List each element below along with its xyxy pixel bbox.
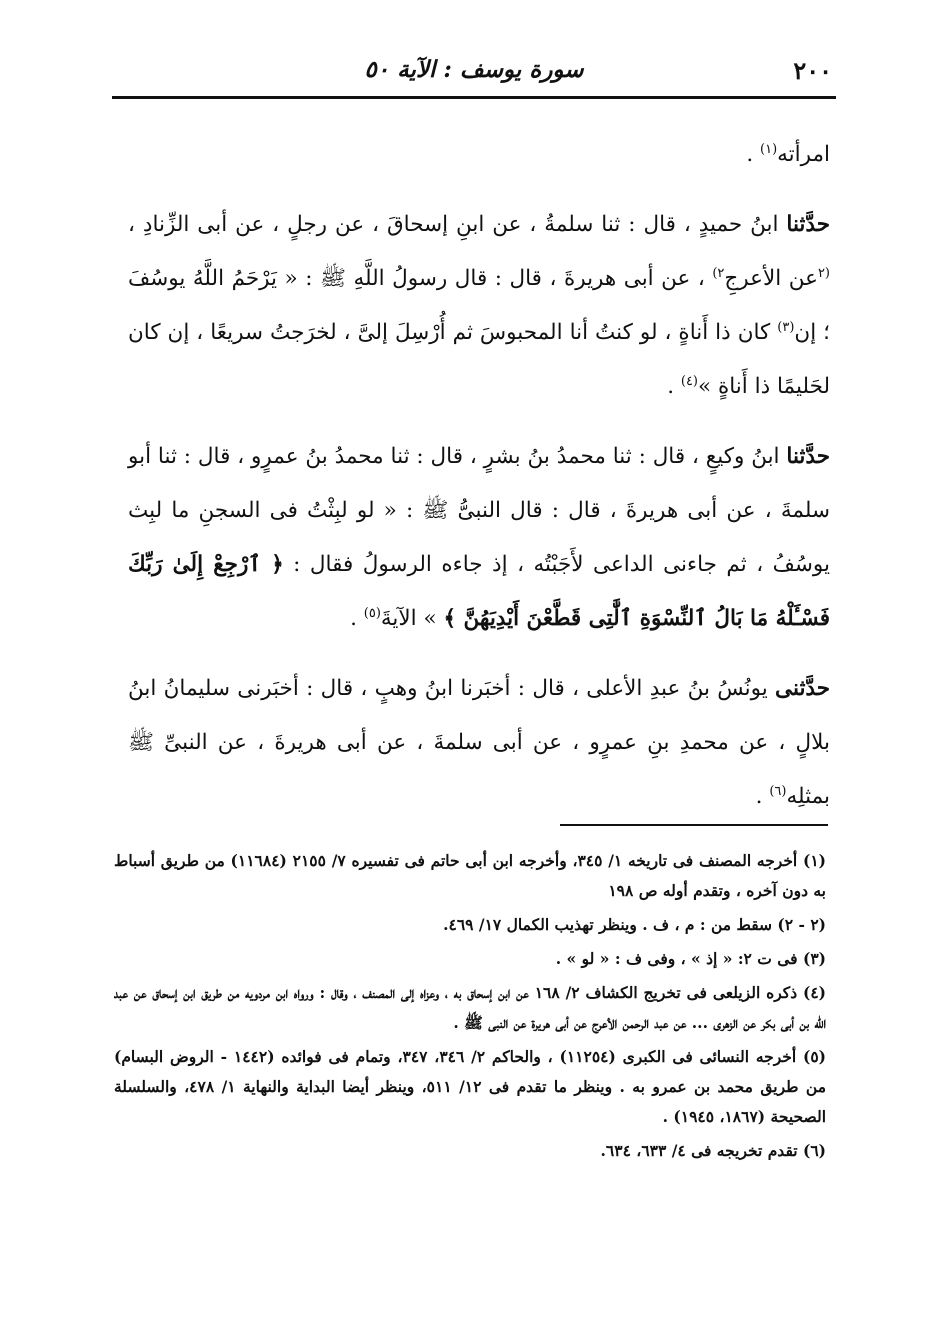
- footnotes: [114, 846, 826, 1170]
- p4-end: .: [755, 784, 770, 809]
- p2-text-2: عن الأعرجِ: [724, 266, 818, 291]
- footnote-ref-2b[interactable]: ٢): [712, 265, 725, 281]
- footnote-ref-2a[interactable]: (٢: [817, 265, 830, 281]
- p2-text-4: كان ذا أَناةٍ ، لو كنتُ أنا المحبوسَ ثم أُرْسِلَ إلىَّ ، لخرَجتُ سريعًا ، إن كان لحَليمًا ذا أَناةٍ »: [128, 320, 830, 399]
- footnote-ref-4[interactable]: (٤): [680, 373, 698, 389]
- main-text: [128, 128, 830, 840]
- p4-lead: حدَّثنى: [775, 676, 830, 701]
- p4-text-1: يونُسُ بنُ عبدِ الأعلى ، قال : أخبَرنا ابنُ وهبٍ ، قال : أخبَرنى سليمانُ ابنُ بلالٍ ، عن محمدِ بنِ عمرٍو ، عن أبى سلمةَ ، عن أبى هريرةَ ، عن النبىِّ ﷺ بمثلِه: [128, 676, 830, 809]
- quran-verse: ﴿ ٱرْجِعْ إِلَىٰ رَبِّكَ فَسْـَٔلْهُ مَا بَالُ ٱلنِّسْوَةِ ٱلَّٰتِى قَطَّعْنَ أَيْدِيَهُنَّ ﴾: [128, 552, 830, 631]
- footnote-4: (٤) ذكره الزيلعى فى تخريج الكشاف ٢/ ١٦٨ عن ابن إسحاق به ، وعزاه إلى المصنف ، وقال : ورواه ابن مردويه من طريق ابن إسحاق عن عبد الله بن أبى بكر عن الزهرى ... عن عبد الرحمن الأعرج عن أبى هريرة عن النبى ﷺ .: [114, 983, 826, 1032]
- page-number: ٢٠٠: [793, 56, 832, 85]
- paragraph-3: [128, 430, 830, 646]
- footnote-ref-1[interactable]: (١): [760, 141, 778, 157]
- paragraph-1: [128, 128, 830, 182]
- p3-lead: حدَّثنا: [786, 444, 830, 469]
- paragraph-4: [128, 662, 830, 824]
- footnote-2: (٢ - ٢) سقط من : م ، ف . وينظر تهذيب الكمال ١٧/ ٤٦٩.: [443, 915, 826, 934]
- footnote-ref-5[interactable]: (٥): [363, 605, 381, 621]
- footnote-5: (٥) أخرجه النسائى فى الكبرى (١١٢٥٤) ، والحاكم ٢/ ٣٤٦، ٣٤٧، وتمام فى فوائده (١٤٤٢ - الروض البسام) من طريق محمد بن عمرو به . وينظر ما تقدم فى ١٢/ ٥١١، وينظر أيضا البداية والنهاية ١/ ٤٧٨، والسلسلة الصحيحة (١٨٦٧، ١٩٤٥) .: [114, 1047, 827, 1126]
- running-title: سورة يوسف : الآية ٥٠: [364, 56, 584, 83]
- p3-end: .: [350, 606, 364, 631]
- footnote-6: (٦) تقدم تخريجه فى ٤/ ٦٣٣، ٦٣٤.: [600, 1141, 826, 1160]
- page-header: [112, 52, 836, 92]
- header-rule: [112, 96, 836, 99]
- footnote-3: (٣) فى ت ٢: « إذ » ، وفى ف : « لو » .: [555, 949, 826, 968]
- footnote-rule: [560, 824, 828, 826]
- paragraph-2: [128, 198, 830, 414]
- p2-lead: حدَّثنا: [786, 212, 830, 237]
- p2-text-1: ابنُ حميدٍ ، قال : ثنا سلمةُ ، عن ابنِ إسحاقَ ، عن رجلٍ ، عن أبى الزِّنادِ ،: [128, 212, 787, 237]
- p1-end: .: [746, 142, 761, 167]
- p3-text-2: » الآيةَ: [380, 606, 444, 631]
- p3-text-1: ابنُ وكيعٍ ، قال : ثنا محمدُ بنُ بشرٍ ، قال : ثنا محمدُ بنُ عمرٍو ، قال : ثنا أبو سلمةَ ، عن أبى هريرةَ ، قال : قال النبىُّ ﷺ : « لو لبِثْتُ فى السجنِ ما لبِث يوسُفُ ، ثم جاءنى الداعى لأَجَبْتُه ، إذ جاءه الرسولُ فقال :: [128, 444, 830, 577]
- footnote-ref-6[interactable]: (٦): [769, 783, 787, 799]
- p2-end: .: [667, 374, 681, 399]
- p1-text: امرأته: [777, 142, 830, 167]
- footnote-ref-3[interactable]: (٣): [777, 319, 795, 335]
- p2-text-3: ، عن أبى هريرةَ ، قال : قال رسولُ اللَّهِ ﷺ : « يَرْحَمُ اللَّهُ يوسُفَ ؛ إن: [128, 266, 830, 345]
- footnote-1: (١) أخرجه المصنف فى تاريخه ١/ ٣٤٥، وأخرجه ابن أبى حاتم فى تفسيره ٧/ ٢١٥٥ (١١٦٨٤) من طريق أسباط به دون آخره ، وتقدم أوله ص ١٩٨: [114, 851, 826, 900]
